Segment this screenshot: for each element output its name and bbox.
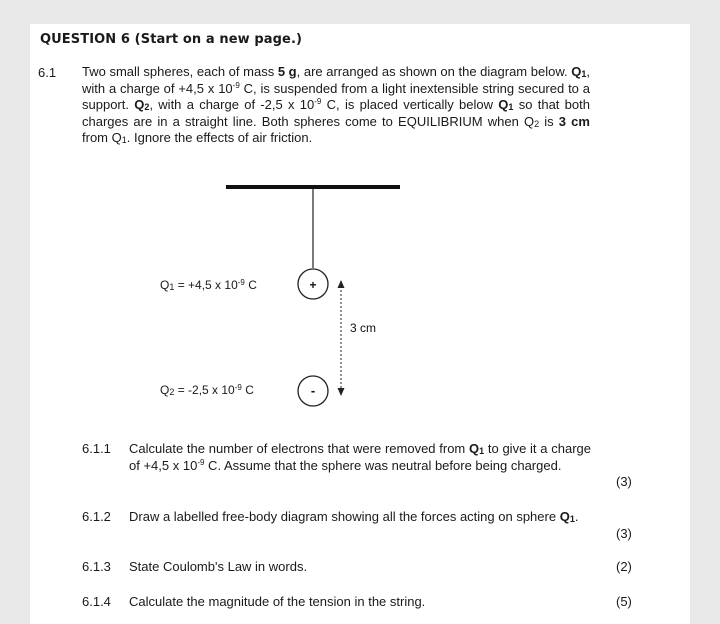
marks-6-1-1: (3) [616, 474, 632, 489]
distance-arrow-up-icon [338, 280, 345, 288]
subquestion-number: 6.1.4 [82, 594, 111, 609]
marks-6-1-2: (3) [616, 526, 632, 541]
question-title: QUESTION 6 (Start on a new page.) [40, 32, 303, 47]
distance-label: 3 cm [350, 321, 377, 335]
subquestion-number: 6.1.1 [82, 441, 111, 456]
subquestion-number: 6.1.2 [82, 509, 111, 524]
question-number: 6.1 [38, 65, 57, 80]
subquestion-text: State Coulomb's Law in words. [129, 559, 308, 574]
distance-arrow-down-icon [338, 388, 345, 396]
q2-charge-label: $Q_2 = -2,5$ x $10^{-9}$ C [160, 383, 254, 397]
marks-6-1-3: (2) [616, 559, 632, 574]
subquestion-6-1-2 [82, 509, 592, 543]
subquestion-6-1-1 [82, 441, 592, 491]
subquestion-6-1-4 [82, 594, 592, 611]
question-intro: Two small spheres, each of mass 5 g, are arranged as shown on the diagram below. $Q_1$, with a charge of +4,5 x $10^{-9}$ C, is suspended from a light inextensible string secured to a support. $Q_2$, with a charge of -2,5 x $10^{-9}$ C, is placed vertically below $Q_1$ so that both charges are in a straight line. Both spheres come to EQUILIBRIUM when $Q_2$ is 3 cm from $Q_1$. Ignore the effects of air friction. [82, 64, 590, 145]
subquestion-number: 6.1.3 [82, 559, 111, 574]
q1-sign: + [309, 278, 317, 292]
subquestion-text: Draw a labelled free-body diagram showing all the forces acting on sphere $Q_1$. [129, 509, 579, 524]
support-bar [226, 185, 400, 189]
subquestion-6-1-3 [82, 559, 592, 576]
subquestion-text: Calculate the magnitude of the tension in the string. [129, 594, 426, 609]
worksheet-page [30, 24, 690, 624]
q2-sign: - [310, 383, 316, 398]
q1-charge-label: $Q_1 = +4,5$ x $10^{-9}$ C [160, 278, 257, 292]
marks-6-1-4: (5) [616, 594, 632, 609]
subquestion-text: Calculate the number of electrons that were removed from $Q_1$ to give it a charge of +4,5 x $10^{-9}$ C. Assume that the sphere was neutral before being charged. [129, 441, 591, 473]
